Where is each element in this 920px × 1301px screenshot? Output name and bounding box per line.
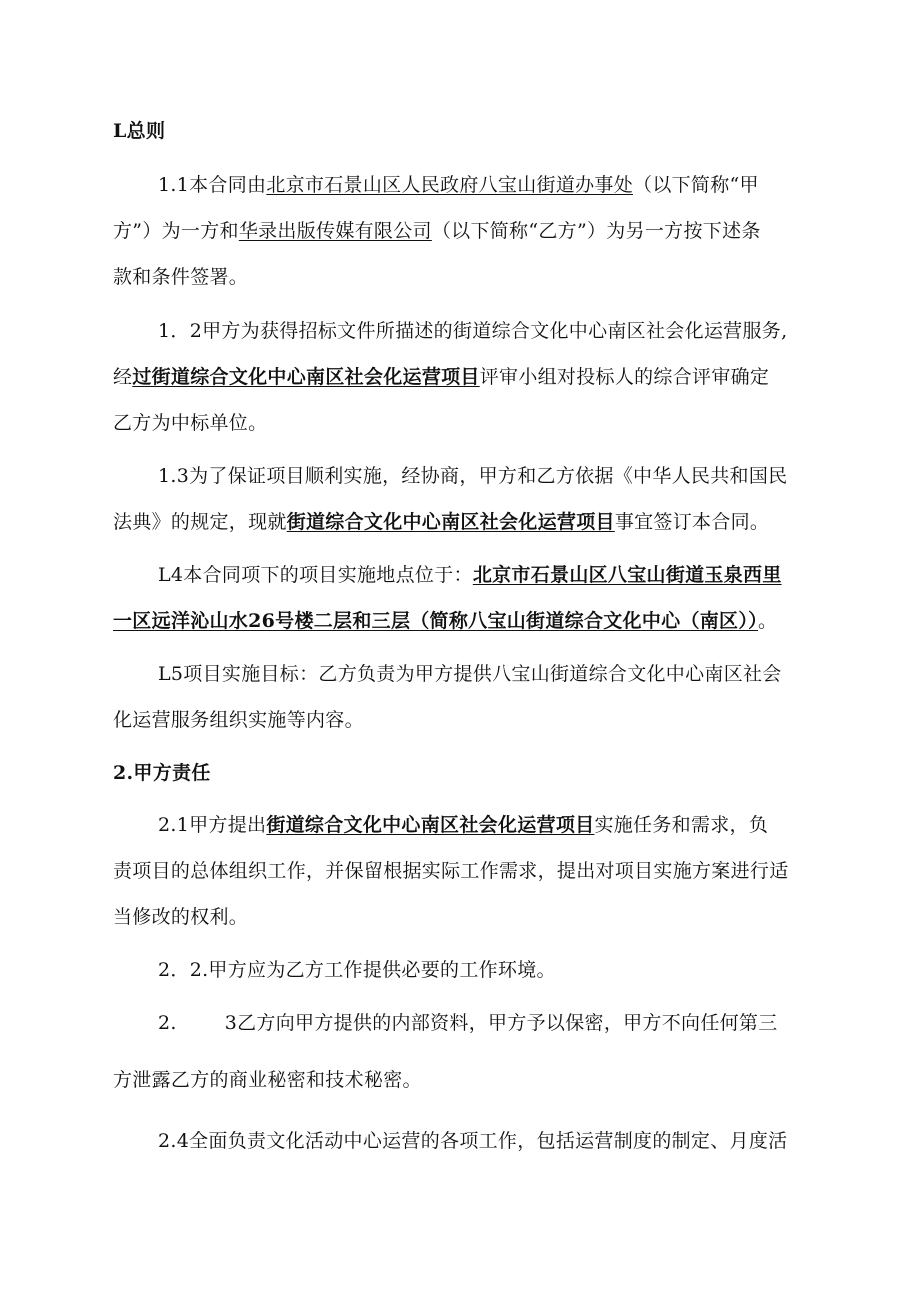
text: 事宜签订本合同。 xyxy=(614,511,770,533)
project-name: 过街道综合文化中心南区社会化运营项目 xyxy=(132,366,480,388)
paragraph-1-1-line-1 xyxy=(158,172,858,198)
paragraph-2-1-line-3 xyxy=(113,904,813,930)
text: 评审小组对投标人的综合评审确定 xyxy=(479,366,770,388)
paragraph-2-2-line-1 xyxy=(158,957,858,983)
party-a-name: 北京市石景山区人民政府八宝山街道办事处 xyxy=(266,174,634,196)
text: 2. xyxy=(158,1012,177,1034)
paragraph-1-5-line-1 xyxy=(158,661,858,687)
text: （以下简称“甲 xyxy=(633,174,759,196)
party-b-name: 华录出版传媒有限公司 xyxy=(238,220,432,242)
paragraph-2-1-line-1 xyxy=(158,812,858,838)
project-name: 街道综合文化中心南区社会化运营项目 xyxy=(286,511,615,533)
paragraph-2-3-line-2 xyxy=(113,1067,813,1093)
text: 责项目的总体组织工作，并保留根据实际工作需求，提出对项目实施方案进行适 xyxy=(113,860,789,882)
paragraph-1-3-line-1 xyxy=(158,463,858,489)
section-2-heading xyxy=(113,760,813,786)
text: L4本合同项下的项目实施地点位于： xyxy=(158,564,473,586)
text: 3乙方向甲方提供的内部资料，甲方予以保密，甲方不向任何第三 xyxy=(224,1012,778,1034)
section-1-heading-text: L总则 xyxy=(113,120,166,142)
text: 法典》的规定，现就 xyxy=(113,511,287,533)
paragraph-2-4-line-1 xyxy=(158,1128,858,1154)
paragraph-1-2-line-3 xyxy=(113,410,813,436)
text: 当修改的权利。 xyxy=(113,906,249,928)
text: 方泄露乙方的商业秘密和技术秘密。 xyxy=(113,1069,422,1091)
paragraph-1-1-line-3 xyxy=(113,264,813,290)
text: 2.1甲方提出 xyxy=(158,814,267,836)
text: 1.1本合同由 xyxy=(158,174,267,196)
paragraph-1-4-line-2 xyxy=(113,608,813,634)
paragraph-2-1-line-2 xyxy=(113,858,813,884)
text: 2．2.甲方应为乙方工作提供必要的工作环境。 xyxy=(158,959,556,981)
text: L5项目实施目标：乙方负责为甲方提供八宝山街道综合文化中心南区社会 xyxy=(158,663,782,685)
project-location: 北京市石景山区八宝山街道玉泉西里 xyxy=(472,564,782,586)
text: 。 xyxy=(757,610,778,632)
text: 款和条件签署。 xyxy=(113,266,249,288)
paragraph-1-3-line-2 xyxy=(113,509,813,535)
paragraph-1-4-line-1 xyxy=(158,562,858,588)
text: 方”）为一方和 xyxy=(113,220,239,242)
text: 经 xyxy=(113,366,133,388)
text: 1.3为了保证项目顺利实施，经协商，甲方和乙方依据《中华人民共和国民 xyxy=(158,465,788,487)
section-2-heading-text: 2.甲方责任 xyxy=(113,762,211,784)
project-location-cont: 一区远洋沁山水26号楼二层和三层（简称八宝山街道综合文化中心（南区）） xyxy=(113,610,758,632)
paragraph-2-3-line-1 xyxy=(158,1010,858,1036)
paragraph-1-2-line-2 xyxy=(113,364,813,390)
paragraph-1-5-line-2 xyxy=(113,707,813,733)
text: 实施任务和需求，负 xyxy=(594,814,769,836)
text: （以下简称“乙方”）为另一方按下述条 xyxy=(431,220,761,242)
text: 乙方为中标单位。 xyxy=(113,412,268,434)
section-1-heading xyxy=(113,118,813,144)
paragraph-1-2-line-1 xyxy=(158,318,858,344)
text: 1．2甲方为获得招标文件所描述的街道综合文化中心南区社会化运营服务, xyxy=(158,320,788,342)
project-name: 街道综合文化中心南区社会化运营项目 xyxy=(266,814,595,836)
text: 2.4全面负责文化活动中心运营的各项工作，包括运营制度的制定、月度活 xyxy=(158,1130,788,1152)
paragraph-1-1-line-2 xyxy=(113,218,813,244)
text: 化运营服务组织实施等内容。 xyxy=(113,709,364,731)
